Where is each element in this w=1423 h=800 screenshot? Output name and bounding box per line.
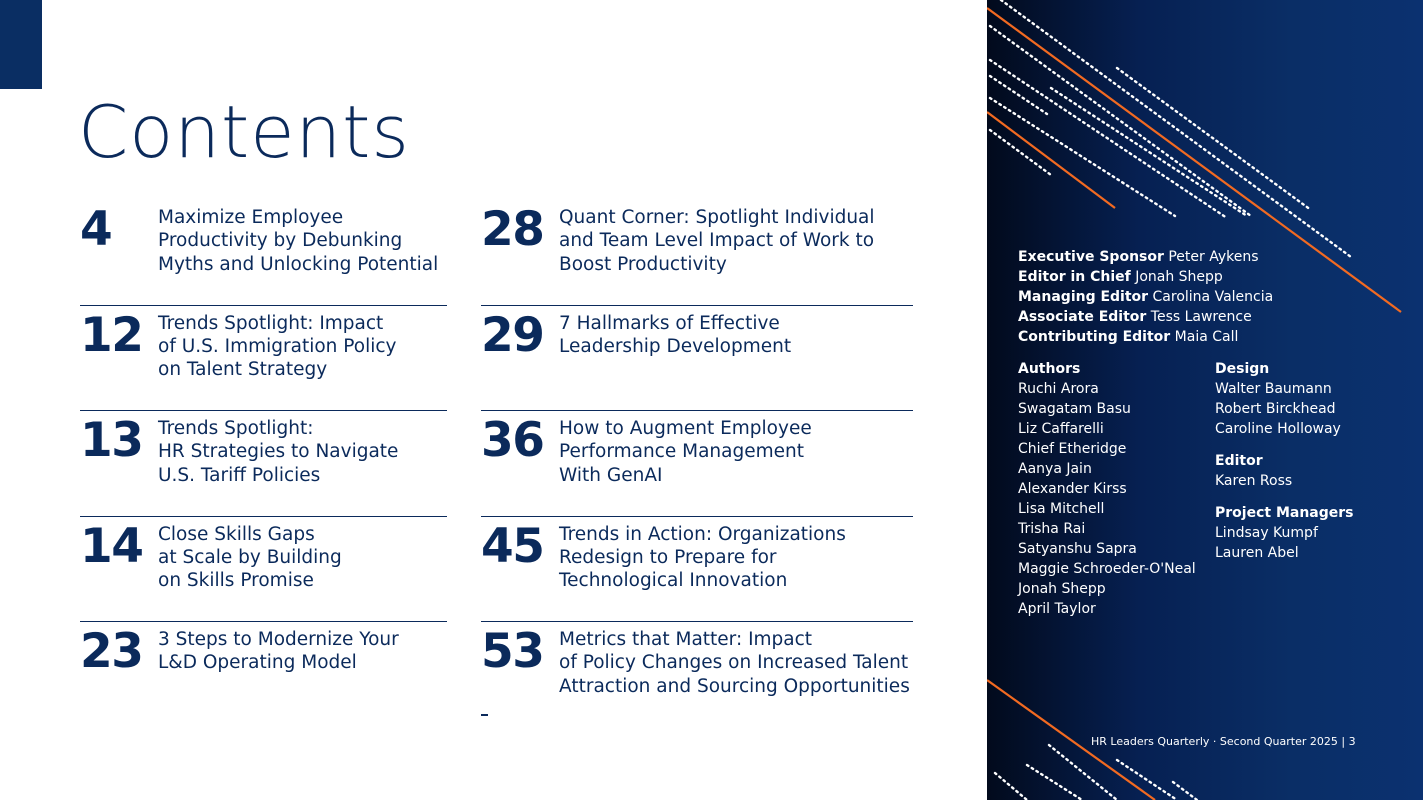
masthead-line — [1018, 267, 1273, 287]
toc-entry[interactable] — [481, 517, 913, 623]
author-name: Chief Etheridge — [1018, 441, 1127, 457]
toc-column-left — [80, 200, 447, 728]
page-footer: HR Leaders Quarterly · Second Quarter 2025 | 3 — [1091, 735, 1356, 748]
masthead-role: Associate Editor — [1018, 309, 1147, 325]
masthead-role: Executive Sponsor — [1018, 249, 1164, 265]
toc-entry[interactable] — [481, 306, 913, 412]
toc-page-number: 14 — [80, 518, 143, 574]
masthead-role: Managing Editor — [1018, 289, 1149, 305]
toc-entry[interactable] — [481, 622, 913, 728]
toc-page-number: 4 — [80, 202, 112, 257]
credit-group-heading: Editor — [1215, 453, 1263, 469]
credit-name: Robert Birckhead — [1215, 401, 1336, 417]
toc-page-number: 12 — [80, 307, 143, 363]
toc-page-number: 13 — [80, 413, 143, 468]
author-name: Swagatam Basu — [1018, 401, 1131, 417]
masthead-name: Jonah Shepp — [1135, 269, 1223, 285]
toc-page-number: 23 — [80, 624, 143, 679]
author-name: Jonah Shepp — [1018, 581, 1106, 597]
author-name: Maggie Schroeder-O'Neal — [1018, 561, 1196, 577]
credit-group — [1215, 359, 1354, 439]
author-name: Alexander Kirss — [1018, 481, 1127, 497]
toc-page-number: 36 — [481, 413, 544, 468]
credit-name: Walter Baumann — [1215, 381, 1332, 397]
author-name: Liz Caffarelli — [1018, 421, 1104, 437]
masthead — [1018, 247, 1273, 347]
masthead-name: Carolina Valencia — [1152, 289, 1274, 305]
credit-name: Caroline Holloway — [1215, 421, 1341, 437]
toc-entry-title: 7 Hallmarks of Effective Leadership Development — [559, 312, 792, 357]
masthead-role: Editor in Chief — [1018, 269, 1131, 285]
author-name: Trisha Rai — [1018, 521, 1086, 537]
toc-page-number: 53 — [481, 624, 544, 679]
author-name: April Taylor — [1018, 601, 1096, 617]
toc-entry-title: Quant Corner: Spotlight Individual and Team Level Impact of Work to Boost Productivity — [559, 207, 875, 275]
toc-entry[interactable] — [481, 411, 913, 517]
toc-page-number: 28 — [481, 202, 544, 257]
toc-page-number: 45 — [481, 518, 544, 574]
corner-accent-block — [0, 0, 42, 89]
masthead-line — [1018, 327, 1273, 347]
author-name: Lisa Mitchell — [1018, 501, 1105, 517]
toc-entry-title: How to Augment Employee Performance Management With GenAI — [559, 418, 812, 486]
toc-entry[interactable] — [80, 517, 447, 623]
masthead-name: Peter Aykens — [1168, 249, 1259, 265]
toc-entry[interactable] — [80, 306, 447, 412]
toc-entry-title: Trends Spotlight: Impact of U.S. Immigration Policy on Talent Strategy — [158, 312, 397, 381]
toc-column-right — [481, 200, 913, 728]
page-title: Contents — [78, 90, 410, 174]
masthead-line — [1018, 247, 1273, 267]
masthead-line — [1018, 307, 1273, 327]
toc-entry[interactable] — [80, 622, 447, 728]
toc-entry[interactable] — [481, 200, 913, 306]
toc-page-number: 29 — [481, 307, 544, 363]
credit-group — [1215, 503, 1354, 563]
author-name: Satyanshu Sapra — [1018, 541, 1137, 557]
dash-mark — [481, 714, 488, 716]
credits-panel — [987, 0, 1423, 800]
masthead-role: Contributing Editor — [1018, 329, 1171, 345]
credit-name: Lindsay Kumpf — [1215, 525, 1318, 541]
credit-groups — [1215, 359, 1354, 575]
authors-list — [1018, 359, 1196, 619]
toc-entry-title: Maximize Employee Productivity by Debunking Myths and Unlocking Potential — [158, 207, 439, 275]
credit-group-heading: Design — [1215, 361, 1270, 377]
toc-entry-title: Close Skills Gaps at Scale by Building on Skills Promise — [158, 523, 342, 592]
toc-entry[interactable] — [80, 411, 447, 517]
authors-heading: Authors — [1018, 361, 1081, 377]
credit-group — [1215, 451, 1354, 491]
masthead-line — [1018, 287, 1273, 307]
credit-group-heading: Project Managers — [1215, 505, 1354, 521]
toc-entry-title: Metrics that Matter: Impact of Policy Changes on Increased Talent Attraction and Sourcing Opportunities — [559, 629, 910, 697]
masthead-name: Maia Call — [1174, 329, 1239, 345]
toc-entry-title: Trends Spotlight: HR Strategies to Navigate U.S. Tariff Policies — [158, 418, 399, 486]
toc-entry-title: Trends in Action: Organizations Redesign to Prepare for Technological Innovation — [559, 523, 846, 592]
author-name: Ruchi Arora — [1018, 381, 1099, 397]
toc-entry[interactable] — [80, 200, 447, 306]
author-name: Aanya Jain — [1018, 461, 1092, 477]
credit-name: Lauren Abel — [1215, 545, 1299, 561]
toc-entry-title: 3 Steps to Modernize Your L&D Operating Model — [158, 629, 399, 674]
credit-name: Karen Ross — [1215, 473, 1293, 489]
masthead-name: Tess Lawrence — [1150, 309, 1252, 325]
